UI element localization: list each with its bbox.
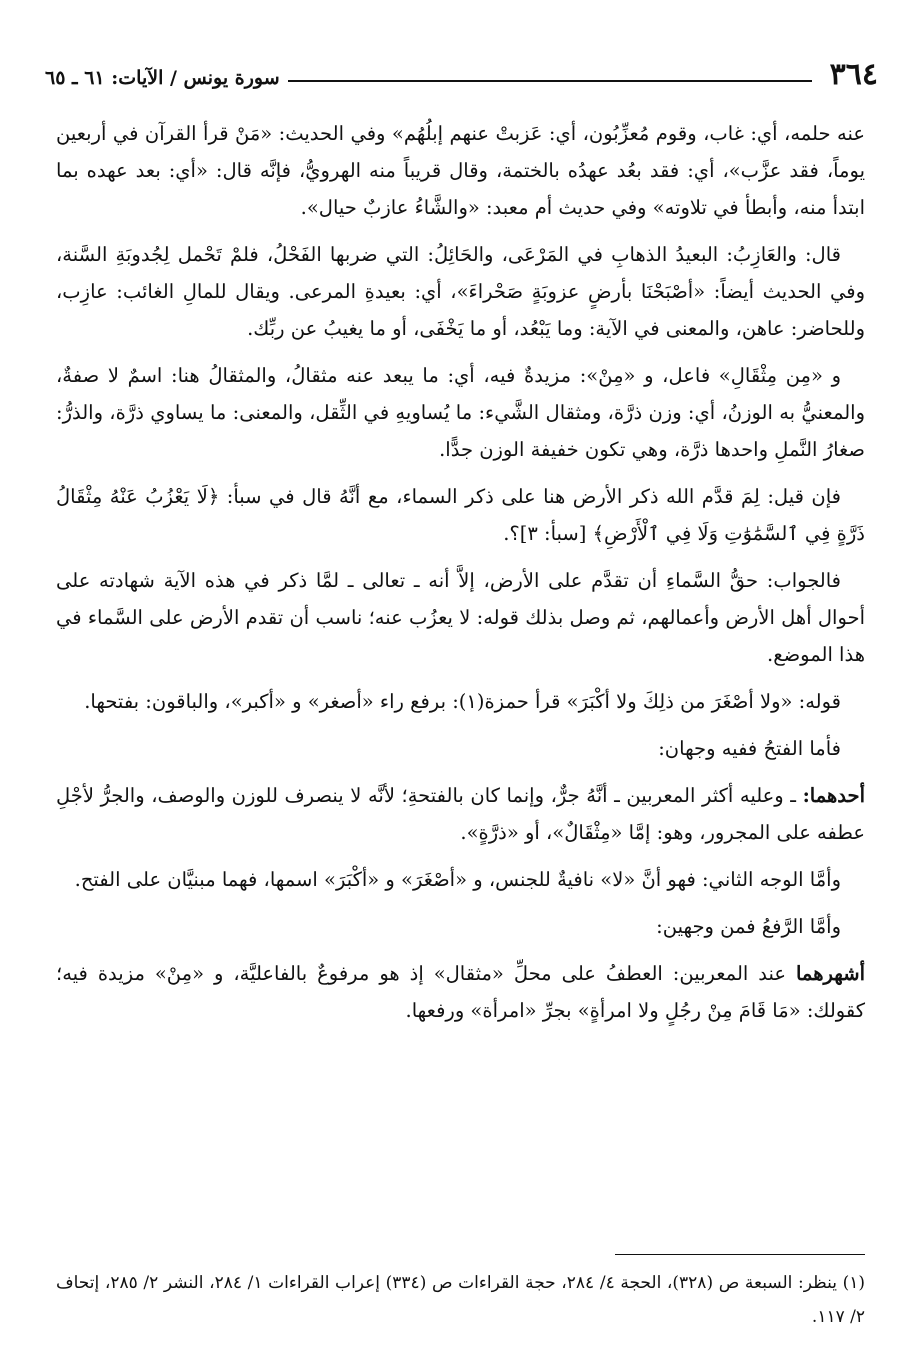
paragraph-text: قال: والعَازِبُ: البعيدُ الذهابِ في المَرْعَى، والحَائِلُ: التي ضربها الفَحْلُ، فلمْ تَحْمل لِجُدوبَةِ السَّنة، وفي الحديث أيضاً: «أصْبَحْنَا بأرضٍ عزوبَةٍ صَحْراءَ»، أي: بعيدةِ المرعى. ويقال للمالِ الغائب: عازِب، وللحاضر: عاهن، والمعنى في الآية: وما يَبْعُد، أو ما يَخْفَى، أو ما يغيبُ عن ربِّك. [56, 243, 866, 340]
paragraph-text: عنه حلمه، أي: غاب، وقوم مُعزِّبُون، أي: عَزبتْ عنهم إبلُهُم» وفي الحديث: «مَنْ قرأ القرآن في أربعين يوماً، فقد عزَّب»، أي: فقد بعُد عهدُه بالختمة، وقال قريباً منه الهرويُّ، فإنَّه قال: «أي: بعد عهده بما ابتدأ منه، وأبطأ في تلاوته» وفي حديث أم معبد: «والشَّاءُ عازبٌ حيال». [56, 122, 865, 219]
paragraph-lead: أشهرهما [795, 962, 865, 985]
paragraph-text: فأما الفتحُ ففيه وجهان: [658, 737, 841, 760]
header-rule [288, 80, 812, 82]
running-title: سورة يونس / الآيات: ٦١ ـ ٦٥ [45, 67, 280, 89]
paragraph-text: فإن قيل: لِمَ قدَّم الله ذكر الأرض هنا على ذكر السماء، مع أنَّهُ قال في سبأ: ﴿لَا يَعْزُبُ عَنْهُ مِثْقَالُ ذَرَّةٍ فِي ٱلسَّمَٰوَٰتِ وَلَا فِي ٱلْأَرْضِ﴾ [سبأ: ٣]؟. [56, 485, 865, 545]
paragraph [56, 730, 865, 767]
paragraph [56, 955, 865, 1029]
paragraph [56, 777, 865, 851]
paragraph-text: ـ وعليه أكثر المعربين ـ أنَّهُ جرٌّ، وإنما كان بالفتحةِ؛ لأنَّه لا ينصرف للوزن والوصف، والجرُّ لأجْلِ عطفه على المجرور، وهو: إمَّا «مِثْقَالٌ»، أو «ذرَّةٍ». [56, 784, 865, 844]
paragraph-text: و «مِن مِثْقَالِ» فاعل، و «مِنْ»: مزيدةٌ فيه، أي: ما يبعد عنه مثقالُ، والمثقالُ هنا: اسمٌ لا صفةٌ، والمعنيُّ به الوزنُ، أي: وزن ذرَّة، ومثقال الشَّيء: ما يُساويهِ في الثِّقل، والمعنى: ما يساوي ذرَّة، والذرُّ: صغارُ النَّملِ واحدها ذرَّة، وهي تكون خفيفة الوزن جدًّا. [56, 364, 865, 461]
paragraph [56, 562, 865, 673]
paragraph [56, 236, 865, 347]
page-number: ٣٦٤ [829, 57, 878, 92]
paragraph [56, 908, 865, 945]
footnotes [56, 1266, 865, 1344]
paragraph-text: وأمَّا الرَّفعُ فمن وجهين: [656, 915, 841, 938]
paragraph [56, 683, 865, 720]
paragraph [56, 478, 865, 552]
paragraph-text: عند المعربين: العطفُ على محلِّ «مثقال» إذ هو مرفوعٌ بالفاعليَّة، و «مِنْ» مزيدة فيه؛ كقولك: «مَا قَامَ مِنْ رجُلٍ ولا امرأةٍ» بجرِّ «امرأة» ورفعها. [56, 962, 865, 1022]
footnote-rule [615, 1254, 865, 1255]
main-text [56, 115, 865, 1039]
paragraph-text: قوله: «ولا أصْغَرَ من ذلِكَ ولا أكْبَرَ» قرأ حمزة(١): برفع راء «أصغر» و «أكبر»، والباقون: بفتحها. [84, 690, 841, 713]
page-header [45, 52, 878, 92]
paragraph [56, 357, 865, 468]
paragraph-text: وأمَّا الوجه الثاني: فهو أنَّ «لا» نافيةٌ للجنس، و «أصْغَرَ» و «أكْبَرَ» اسمها، فهما مبنيَّان على الفتح. [74, 868, 841, 891]
paragraph-text: فالجواب: حقُّ السَّماءِ أن تقدَّم على الأرض، إلاَّ أنه ـ تعالى ـ لمَّا ذكر في هذه الآية شهادته على أحوال أهل الأرض وأعمالهم، ثم وصل بذلك قوله: لا يعزُب عنه؛ ناسب أن تقدم الأرض على السَّماء في هذا الموضع. [56, 569, 865, 666]
footnote: (١) ينظر: السبعة ص (٣٢٨)، الحجة ٤/ ٢٨٤، حجة القراءات ص (٣٣٤) إعراب القراءات ١/ ٢٨٤، النشر ٢/ ٢٨٥، إتحاف ٢/ ١١٧. [56, 1273, 865, 1327]
paragraph-lead: أحدهما: [802, 784, 865, 807]
paragraph [56, 861, 865, 898]
paragraph [56, 115, 865, 226]
